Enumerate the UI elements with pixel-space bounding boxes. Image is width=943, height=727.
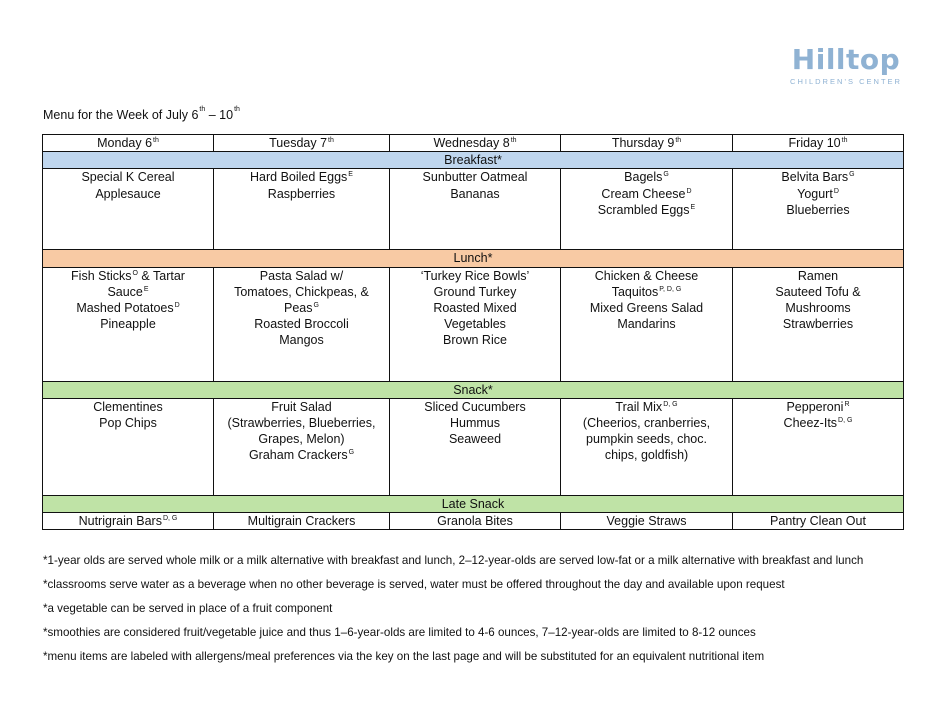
menu-item-line	[565, 316, 728, 332]
menu-item-line	[565, 399, 728, 415]
menu-item-text: Pasta Salad w/	[259, 268, 344, 283]
menu-item-text: Blueberries	[786, 202, 850, 217]
menu-item-text: Vegetables	[444, 317, 506, 332]
menu-item-text: Grapes, Melon)	[258, 432, 345, 447]
allergen-code: D	[833, 187, 839, 195]
day-suffix: th	[841, 137, 848, 144]
lunch-thursday	[561, 267, 733, 381]
menu-item-text: Roasted Broccoli	[254, 317, 349, 332]
menu-item-line	[47, 284, 209, 300]
menu-item-text: Granola Bites	[437, 514, 513, 529]
allergen-code: E	[143, 285, 149, 293]
breakfast-band	[43, 152, 904, 169]
allergen-code: E	[690, 203, 696, 211]
menu-item-text: Pantry Clean Out	[770, 514, 866, 529]
lunch-band	[43, 250, 904, 267]
menu-item-line	[565, 513, 728, 529]
allergen-code: G	[849, 171, 855, 179]
menu-title-sup-start: th	[199, 106, 206, 113]
footnote-milk: *1-year olds are served whole milk or a milk alternative with breakfast and lunch, 2–12-year-olds are served low-fat or a milk alternative with breakfast and lunch	[43, 554, 864, 567]
menu-item-text: pumpkin seeds, choc.	[586, 432, 707, 447]
menu-item-text: chips, goldfish)	[604, 448, 689, 463]
menu-item-line	[394, 513, 556, 529]
menu-item-text: ‘Turkey Rice Bowls’	[420, 268, 530, 283]
menu-item-line	[47, 169, 209, 185]
late-snack-row	[43, 513, 904, 530]
day-name: Thursday 9	[611, 136, 675, 150]
menu-item-text: Bagels	[624, 170, 663, 185]
day-header-tuesday	[214, 135, 390, 152]
menu-item-text: Graham Crackers	[248, 448, 348, 463]
menu-item-line	[47, 316, 209, 332]
day-name: Monday 6	[97, 136, 153, 150]
menu-item-text: Seaweed	[448, 432, 502, 447]
allergen-code: D, G	[663, 400, 678, 408]
menu-title-mid: – 10	[205, 108, 234, 122]
menu-item-line	[218, 268, 385, 284]
day-header-thursday	[561, 135, 733, 152]
day-name: Friday 10	[788, 136, 841, 150]
menu-item-text: Hard Boiled Eggs	[250, 170, 348, 185]
snack-monday	[43, 398, 214, 495]
menu-item-text: Pineapple	[100, 317, 156, 332]
menu-title-text: Menu for the Week of July 6	[43, 108, 199, 122]
menu-item-line	[394, 415, 556, 431]
menu-item-text: Tomatoes, Chickpeas, &	[234, 284, 369, 299]
snack-thursday	[561, 398, 733, 495]
menu-item-line	[394, 268, 556, 284]
menu-item-line	[737, 202, 899, 218]
menu-item-line	[737, 399, 899, 415]
menu-item-text: Belvita Bars	[781, 170, 849, 185]
menu-title	[43, 108, 240, 122]
allergen-code: G	[313, 302, 319, 310]
menu-item-line	[218, 316, 385, 332]
menu-item-line	[218, 169, 385, 185]
day-suffix: th	[510, 137, 517, 144]
menu-item-text: Mandarins	[617, 317, 676, 332]
menu-item-text: (Strawberries, Blueberries,	[227, 416, 376, 431]
menu-item-line	[565, 169, 728, 185]
menu-item-line	[218, 513, 385, 529]
late-snack-tuesday	[214, 513, 390, 530]
menu-item-line	[737, 284, 899, 300]
menu-item-line	[394, 169, 556, 185]
menu-item-text: Peas	[284, 301, 313, 316]
breakfast-tuesday	[214, 169, 390, 250]
late-snack-monday	[43, 513, 214, 530]
allergen-code: O	[132, 269, 138, 277]
day-name: Wednesday 8	[433, 136, 510, 150]
menu-item-line	[737, 415, 899, 431]
snack-row	[43, 398, 904, 495]
menu-item-line	[47, 186, 209, 202]
menu-item-line	[47, 513, 209, 529]
day-suffix: th	[153, 137, 159, 144]
footnotes	[43, 553, 905, 673]
day-suffix: th	[328, 137, 334, 144]
lunch-heading: Lunch*	[43, 250, 904, 267]
menu-item-line	[47, 300, 209, 316]
menu-item-line	[47, 415, 209, 431]
menu-item-line	[737, 300, 899, 316]
snack-heading: Snack*	[43, 381, 904, 398]
menu-item-line	[218, 399, 385, 415]
menu-item-text: Roasted Mixed	[433, 301, 517, 316]
menu-item-line	[394, 316, 556, 332]
menu-item-line	[218, 415, 385, 431]
day-header-friday	[733, 135, 904, 152]
late-snack-wednesday	[390, 513, 561, 530]
menu-item-line	[565, 447, 728, 463]
footnote-smoothies: *smoothies are considered fruit/vegetable juice and thus 1–6-year-olds are limited to 4-6 ounces, 7–12-year-olds are limited to 8-12 ounces	[43, 626, 756, 639]
menu-item-line	[394, 300, 556, 316]
menu-item-text: Sauteed Tofu &	[775, 284, 861, 299]
menu-item-line	[737, 268, 899, 284]
menu-item-line	[737, 316, 899, 332]
menu-item-text: Clementines	[93, 399, 163, 414]
day-header-monday	[43, 135, 214, 152]
lunch-wednesday	[390, 267, 561, 381]
lunch-friday	[733, 267, 904, 381]
breakfast-friday	[733, 169, 904, 250]
breakfast-thursday	[561, 169, 733, 250]
menu-item-text: Fish Sticks	[71, 268, 132, 283]
menu-item-text: Raspberries	[267, 186, 336, 201]
menu-item-text: (Cheerios, cranberries,	[582, 416, 711, 431]
menu-item-text: Yogurt	[797, 186, 833, 201]
menu-item-line	[218, 447, 385, 463]
menu-item-text: Special K Cereal	[81, 170, 175, 185]
menu-item-line	[565, 186, 728, 202]
menu-item-line	[565, 300, 728, 316]
menu-item-line	[218, 186, 385, 202]
breakfast-row	[43, 169, 904, 250]
allergen-code: R	[844, 400, 850, 408]
snack-friday	[733, 398, 904, 495]
menu-item-line	[737, 169, 899, 185]
footnote-water: *classrooms serve water as a beverage when no other beverage is served, water must be offered throughout the day and available upon request	[43, 578, 785, 591]
day-name: Tuesday 7	[269, 136, 328, 150]
menu-item-line	[737, 186, 899, 202]
late-snack-band	[43, 495, 904, 512]
menu-item-line	[394, 332, 556, 348]
hilltop-logo	[790, 44, 902, 86]
menu-item-text: Mixed Greens Salad	[589, 301, 704, 316]
menu-item-text: Multigrain Crackers	[247, 514, 356, 529]
menu-item-text: Strawberries	[782, 317, 854, 332]
menu-item-line	[565, 202, 728, 218]
menu-item-text: Hummus	[449, 416, 500, 431]
day-header-wednesday	[390, 135, 561, 152]
menu-item-text: Cheez-Its	[783, 416, 838, 431]
menu-item-text: Chicken & Cheese	[594, 268, 699, 283]
menu-item-line	[394, 284, 556, 300]
menu-item-text: Brown Rice	[443, 333, 507, 348]
allergen-code: D, G	[838, 417, 853, 425]
menu-item-text: Applesauce	[95, 186, 161, 201]
menu-title-sup-end: th	[234, 106, 240, 113]
menu-item-line	[565, 284, 728, 300]
menu-item-line	[394, 399, 556, 415]
allergen-code: P, D, G	[659, 285, 682, 293]
logo-wordmark: Hilltop	[791, 43, 901, 76]
menu-item-text: Pepperoni	[786, 399, 844, 414]
menu-item-text: Nutrigrain Bars	[78, 514, 162, 529]
menu-item-line	[565, 268, 728, 284]
allergen-code: G	[663, 171, 669, 179]
menu-item-text: Sauce	[107, 284, 143, 299]
snack-tuesday	[214, 398, 390, 495]
menu-item-text: Fruit Salad	[271, 399, 332, 414]
menu-item-text: Trail Mix	[615, 399, 663, 414]
menu-item-text: Ground Turkey	[433, 284, 517, 299]
allergen-code: G	[348, 449, 355, 457]
menu-item-text: Mushrooms	[785, 301, 851, 316]
breakfast-monday	[43, 169, 214, 250]
weekly-menu-table	[42, 134, 904, 530]
menu-item-line	[565, 431, 728, 447]
menu-item-text: & Tartar	[137, 268, 185, 283]
allergen-code: D, G	[162, 515, 178, 523]
menu-item-line	[218, 284, 385, 300]
lunch-tuesday	[214, 267, 390, 381]
menu-item-text: Taquitos	[611, 284, 659, 299]
menu-item-text: Mashed Potatoes	[76, 301, 174, 316]
menu-item-text: Ramen	[797, 268, 839, 283]
late-snack-thursday	[561, 513, 733, 530]
menu-item-text: Bananas	[450, 186, 500, 201]
menu-item-text: Scrambled Eggs	[597, 202, 690, 217]
menu-item-line	[737, 513, 899, 529]
allergen-code: D	[174, 302, 180, 310]
day-header-row	[43, 135, 904, 152]
footnote-vegetable: *a vegetable can be served in place of a fruit component	[43, 602, 333, 615]
menu-item-line	[218, 431, 385, 447]
menu-item-line	[394, 431, 556, 447]
menu-item-line	[218, 300, 385, 316]
late-snack-heading: Late Snack	[43, 495, 904, 512]
footnote-allergens: *menu items are labeled with allergens/meal preferences via the key on the last page and will be substituted for an equivalent nutritional item	[43, 650, 765, 663]
lunch-monday	[43, 267, 214, 381]
menu-item-line	[47, 399, 209, 415]
allergen-code: D	[686, 187, 692, 195]
menu-item-line	[218, 332, 385, 348]
menu-item-text: Pop Chips	[99, 416, 157, 431]
menu-item-text: Veggie Straws	[606, 514, 687, 529]
snack-wednesday	[390, 398, 561, 495]
menu-item-line	[47, 268, 209, 284]
allergen-code: E	[348, 171, 353, 179]
breakfast-wednesday	[390, 169, 561, 250]
menu-item-text: Mangos	[279, 333, 324, 348]
lunch-row	[43, 267, 904, 381]
late-snack-friday	[733, 513, 904, 530]
menu-item-text: Sliced Cucumbers	[424, 399, 526, 414]
logo-subtitle: CHILDREN’S CENTER	[790, 77, 902, 86]
menu-item-text: Sunbutter Oatmeal	[422, 170, 528, 185]
menu-item-line	[565, 415, 728, 431]
day-suffix: th	[675, 137, 682, 144]
menu-item-line	[394, 186, 556, 202]
breakfast-heading: Breakfast*	[43, 152, 904, 169]
snack-band	[43, 381, 904, 398]
menu-item-text: Cream Cheese	[601, 186, 686, 201]
